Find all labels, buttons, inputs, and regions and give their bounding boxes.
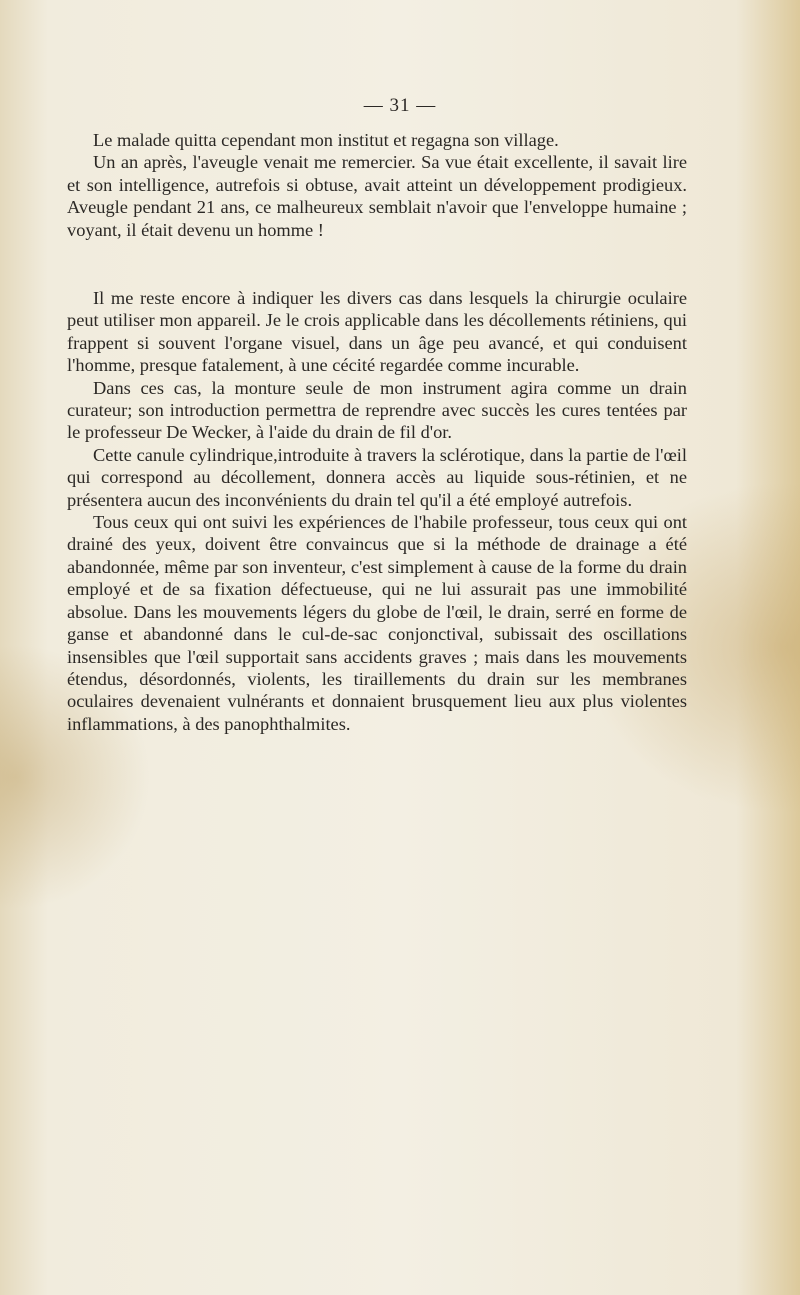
text-block-main xyxy=(67,287,687,735)
text-block-top xyxy=(67,129,687,241)
paragraph-3: Il me reste encore à indiquer les divers cas dans lesquels la chirurgie oculaire peut utiliser mon appareil. Je le crois applicable dans les décollements rétiniens, qui frappent si souvent l'organe visuel, dans un âge peu avancé, et qui conduisent l'homme, presque fatalement, à une cécité regardée comme incurable. xyxy=(67,288,687,376)
paragraph-2: Un an après, l'aveugle venait me remercier. Sa vue était excellente, il savait lire et son intelligence, autrefois si obtuse, avait atteint un développement prodigieux. Aveugle pendant 21 ans, ce malheureux semblait n'avoir que l'enveloppe humaine ; voyant, il était devenu un homme ! xyxy=(67,152,687,240)
paragraph-4: Dans ces cas, la monture seule de mon instrument agira comme un drain curateur; son introduction permettra de reprendre avec succès les cures tentées par le professeur De Wecker, à l'aide du drain de fil d'or. xyxy=(67,377,687,443)
paragraph-5: Cette canule cylindrique,introduite à travers la sclérotique, dans la partie de l'œil qui correspond au décollement, donnera accès au liquide sous-rétinien, et ne présentera aucun des inconvénients du drain tel qu'il a été employé autrefois. xyxy=(67,444,687,510)
paragraph-6: Tous ceux qui ont suivi les expériences de l'habile professeur, tous ceux qui ont drainé des yeux, doivent être convaincus que si la méthode de drainage a été abandonnée, même par son inventeur, c'est simplement à cause de la forme du drain employé et de sa fixation défectueuse, qui ne lui assurait pas une immobilité absolue. Dans les mouvements légers du globe de l'œil, le drain, serré en forme de ganse et abandonné dans le cul-de-sac conjonctival, subissait des oscillations insensibles que l'œil supportait sans accidents graves ; mais dans les mouvements étendus, désordonnés, violents, les tiraillements du drain sur les membranes oculaires devenaient vulnérants et donnaient brusquement lieu aux plus violentes inflammations, à des panophthalmites. xyxy=(67,512,687,734)
page-number: — 31 — xyxy=(363,95,437,116)
paragraph-1: Le malade quitta cependant mon institut et regagna son village. xyxy=(93,130,559,150)
